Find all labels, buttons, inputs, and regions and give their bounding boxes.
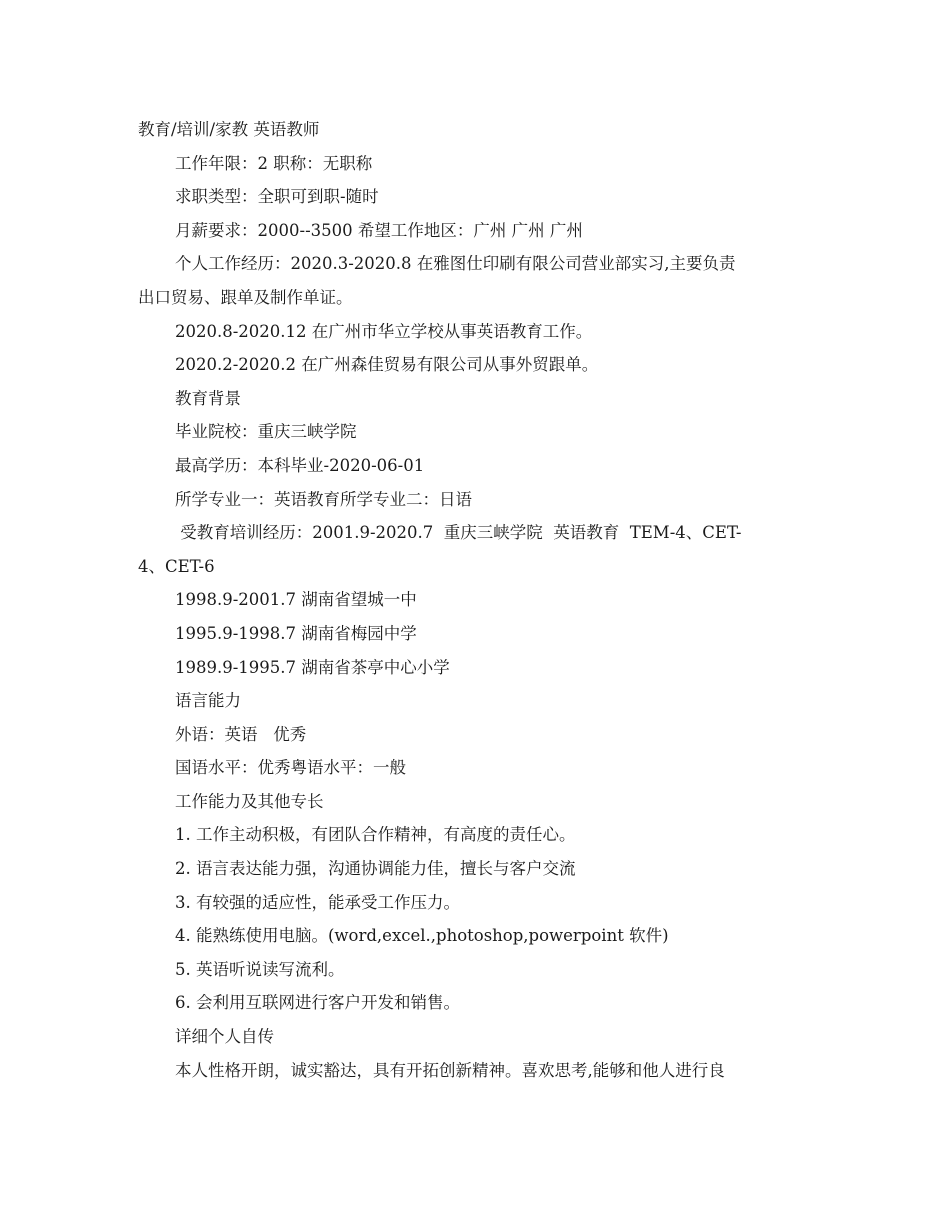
major-line: 所学专业一：英语教育所学专业二：日语 xyxy=(175,489,472,509)
dialect-line: 国语水平：优秀粤语水平：一般 xyxy=(175,758,406,778)
language-heading: 语言能力 xyxy=(175,691,241,711)
skills-heading: 工作能力及其他专长 xyxy=(175,791,324,811)
skill-item: 4. 能熟练使用电脑。(word,excel.,photoshop,powerpoint 软件) xyxy=(175,926,669,946)
training-continued-line: 4、CET-6 xyxy=(138,556,215,576)
degree-line: 最高学历：本科毕业-2020-06-01 xyxy=(175,455,425,475)
salary-line: 月薪要求：2000--3500 希望工作地区：广州 广州 广州 xyxy=(175,220,583,240)
work-experience-line: 个人工作经历：2020.3-2020.8 在雅图仕印刷有限公司营业部实习,主要负责 xyxy=(175,254,736,274)
work-experience-continued-line: 出口贸易、跟单及制作单证。 xyxy=(138,287,353,307)
foreign-language-line: 外语：英语 优秀 xyxy=(175,724,307,744)
skill-item: 1. 工作主动积极，有团队合作精神，有高度的责任心。 xyxy=(175,825,576,845)
autobiography-heading: 详细个人自传 xyxy=(175,1027,274,1047)
education-heading: 教育背景 xyxy=(175,388,241,408)
skill-item: 3. 有较强的适应性，能承受工作压力。 xyxy=(175,892,460,912)
skill-item: 2. 语言表达能力强，沟通协调能力佳，擅长与客户交流 xyxy=(175,859,576,879)
job-type-line: 求职类型：全职可到职-随时 xyxy=(175,187,379,207)
work-experience-line-2: 2020.8-2020.12 在广州市华立学校从事英语教育工作。 xyxy=(175,321,593,341)
work-experience-line-3: 2020.2-2020.2 在广州森佳贸易有限公司从事外贸跟单。 xyxy=(175,355,599,375)
work-years-line: 工作年限：2 职称：无职称 xyxy=(175,153,373,173)
job-category-line: 教育/培训/家教 英语教师 xyxy=(138,120,320,139)
education-history-line: 1995.9-1998.7 湖南省梅园中学 xyxy=(175,623,417,643)
skill-item: 6. 会利用互联网进行客户开发和销售。 xyxy=(175,993,460,1013)
skill-item: 5. 英语听说读写流利。 xyxy=(175,959,345,979)
school-line: 毕业院校：重庆三峡学院 xyxy=(175,422,357,442)
autobiography-text: 本人性格开朗，诚实豁达，具有开拓创新精神。喜欢思考,能够和他人进行良 xyxy=(175,1060,725,1080)
document-body xyxy=(138,113,814,1087)
education-history-line: 1989.9-1995.7 湖南省茶亭中心小学 xyxy=(175,657,450,677)
training-line: 受教育培训经历：2001.9-2020.7 重庆三峡学院 英语教育 TEM-4、CET- xyxy=(175,523,742,543)
education-history-line: 1998.9-2001.7 湖南省望城一中 xyxy=(175,590,417,610)
